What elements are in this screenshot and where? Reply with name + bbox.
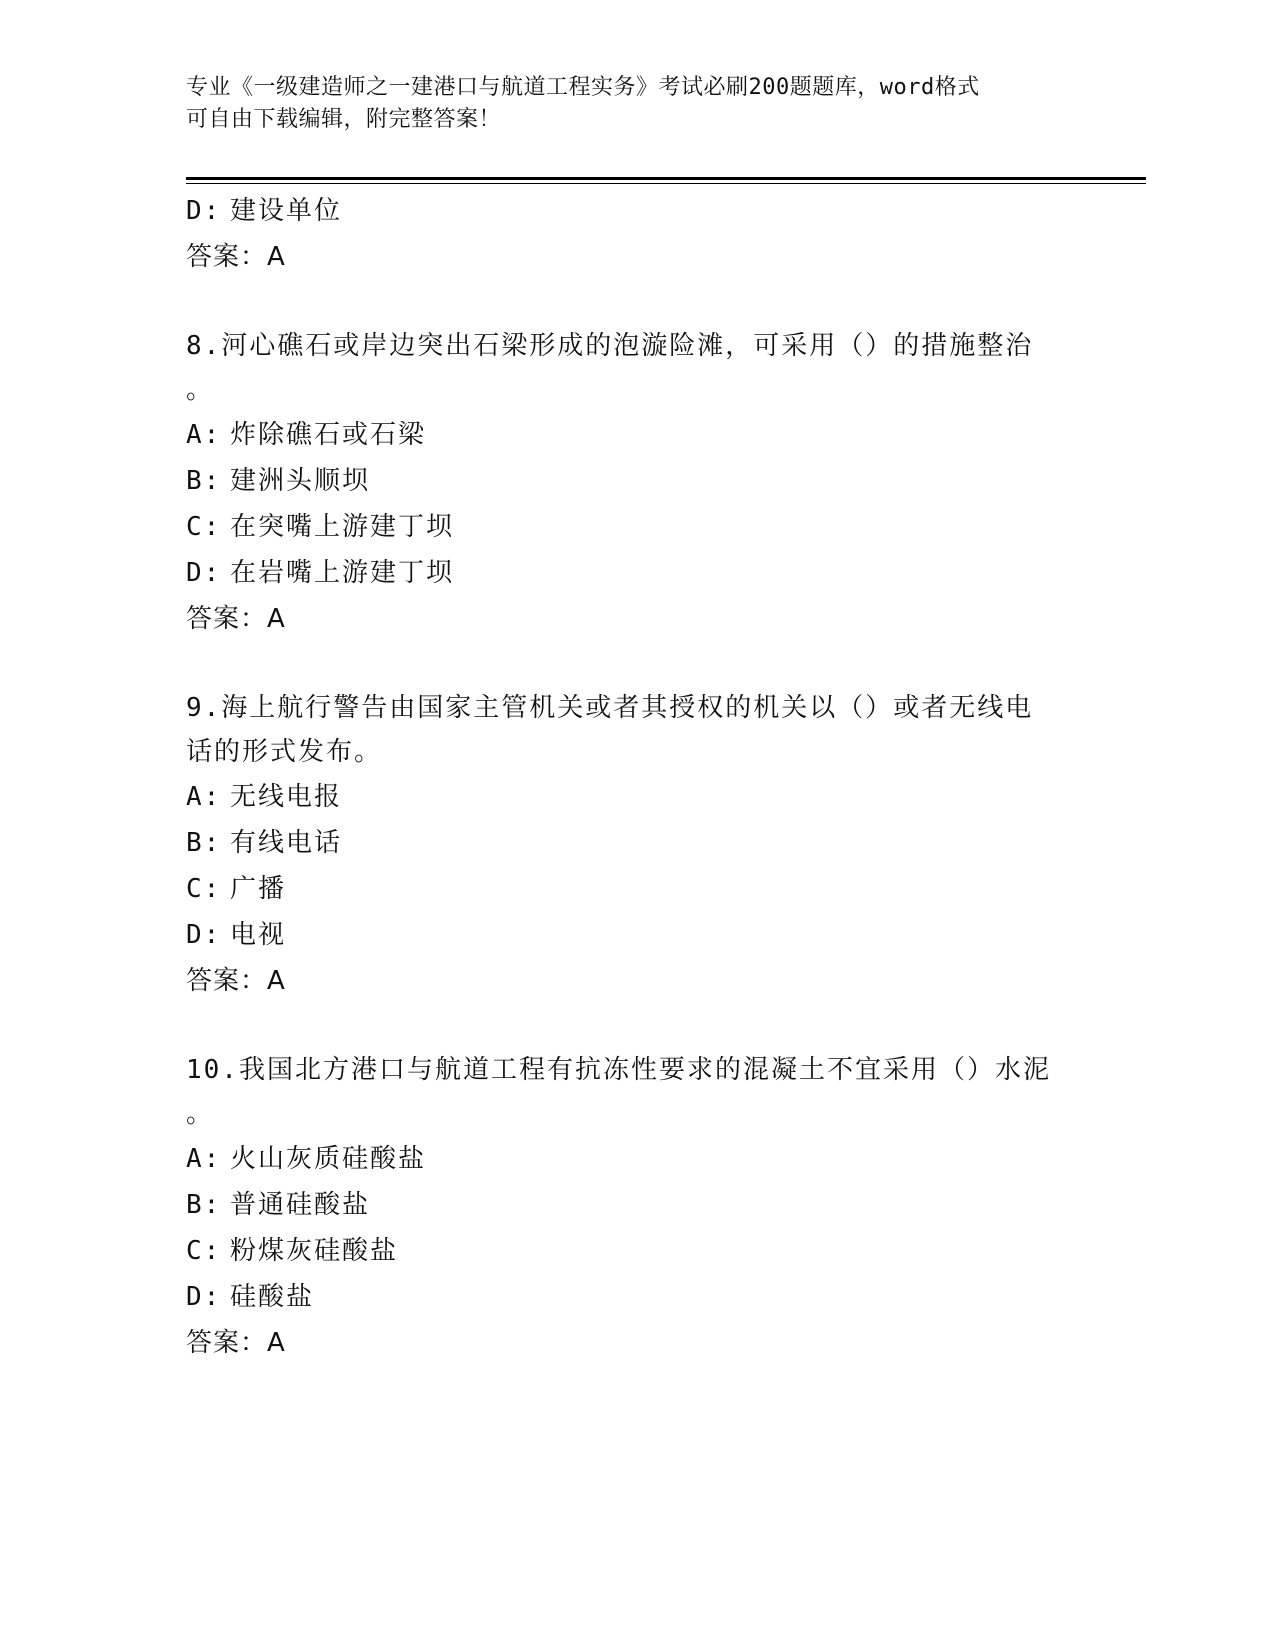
option-text: 在突嘴上游建丁坝	[230, 512, 455, 542]
option-text: 建设单位	[230, 196, 343, 226]
question-10-option-d	[186, 1274, 1086, 1320]
spacer	[186, 280, 1086, 324]
option-label: C:	[186, 874, 222, 904]
question-10-option-a	[186, 1136, 1086, 1182]
question-8-option-b	[186, 458, 1086, 504]
question-10-title-line-1: 10.我国北方港口与航道工程有抗冻性要求的混凝土不宜采用（）水泥	[186, 1055, 1051, 1085]
option-label: D:	[186, 1282, 222, 1312]
option-text: 在岩嘴上游建丁坝	[230, 558, 455, 588]
question-8-title-line-1: 8.河心礁石或岸边突出石梁形成的泡漩险滩，可采用（）的措施整治	[186, 331, 1034, 361]
question-8-option-d	[186, 550, 1086, 596]
option-label: D:	[186, 558, 222, 588]
question-9-title	[186, 686, 1086, 774]
header-line-2: 可自由下载编辑，附完整答案！	[186, 107, 502, 132]
question-8-option-a	[186, 412, 1086, 458]
question-10-option-b	[186, 1182, 1086, 1228]
option-label: B:	[186, 466, 222, 496]
option-label: C:	[186, 512, 222, 542]
option-label: A:	[186, 1144, 222, 1174]
option-label: A:	[186, 782, 222, 812]
question-10-answer: 答案：A	[186, 1328, 286, 1358]
question-10-option-c	[186, 1228, 1086, 1274]
option-label: B:	[186, 828, 222, 858]
question-8-title-line-2: 。	[186, 375, 215, 405]
question-9-answer: 答案：A	[186, 966, 286, 996]
option-text: 无线电报	[230, 782, 343, 812]
option-label: C:	[186, 1236, 222, 1266]
question-10-title-line-2: 。	[186, 1099, 215, 1129]
option-text: 火山灰质硅酸盐	[230, 1144, 427, 1174]
question-10-title	[186, 1048, 1086, 1136]
question-content	[186, 188, 1086, 1366]
question-8-option-c	[186, 504, 1086, 550]
question-9-option-b	[186, 820, 1086, 866]
option-label: B:	[186, 1190, 222, 1220]
question-9-title-line-2: 话的形式发布。	[186, 737, 383, 767]
question-8-answer: 答案：A	[186, 604, 286, 634]
option-label: D:	[186, 920, 222, 950]
option-label: A:	[186, 420, 222, 450]
option-text: 电视	[230, 920, 287, 950]
header-divider-thin	[186, 183, 1146, 184]
option-text: 有线电话	[230, 828, 343, 858]
option-label: D:	[186, 196, 222, 226]
question-8-title	[186, 324, 1086, 412]
option-text: 粉煤灰硅酸盐	[230, 1236, 399, 1266]
question-9-option-d	[186, 912, 1086, 958]
spacer	[186, 642, 1086, 686]
question-9-option-a	[186, 774, 1086, 820]
option-text: 炸除礁石或石梁	[230, 420, 427, 450]
option-d-continued	[186, 188, 1086, 234]
option-text: 普通硅酸盐	[230, 1190, 371, 1220]
header-line-1: 专业《一级建造师之一建港口与航道工程实务》考试必刷200题题库，word格式	[186, 75, 980, 100]
spacer	[186, 1004, 1086, 1048]
question-9-title-line-1: 9.海上航行警告由国家主管机关或者其授权的机关以（）或者无线电	[186, 693, 1034, 723]
header-divider-thick	[186, 177, 1146, 180]
option-text: 建洲头顺坝	[230, 466, 371, 496]
document-header	[186, 72, 1086, 136]
option-text: 广播	[230, 874, 287, 904]
answer-continued: 答案：A	[186, 242, 286, 272]
question-9-option-c	[186, 866, 1086, 912]
option-text: 硅酸盐	[230, 1282, 315, 1312]
